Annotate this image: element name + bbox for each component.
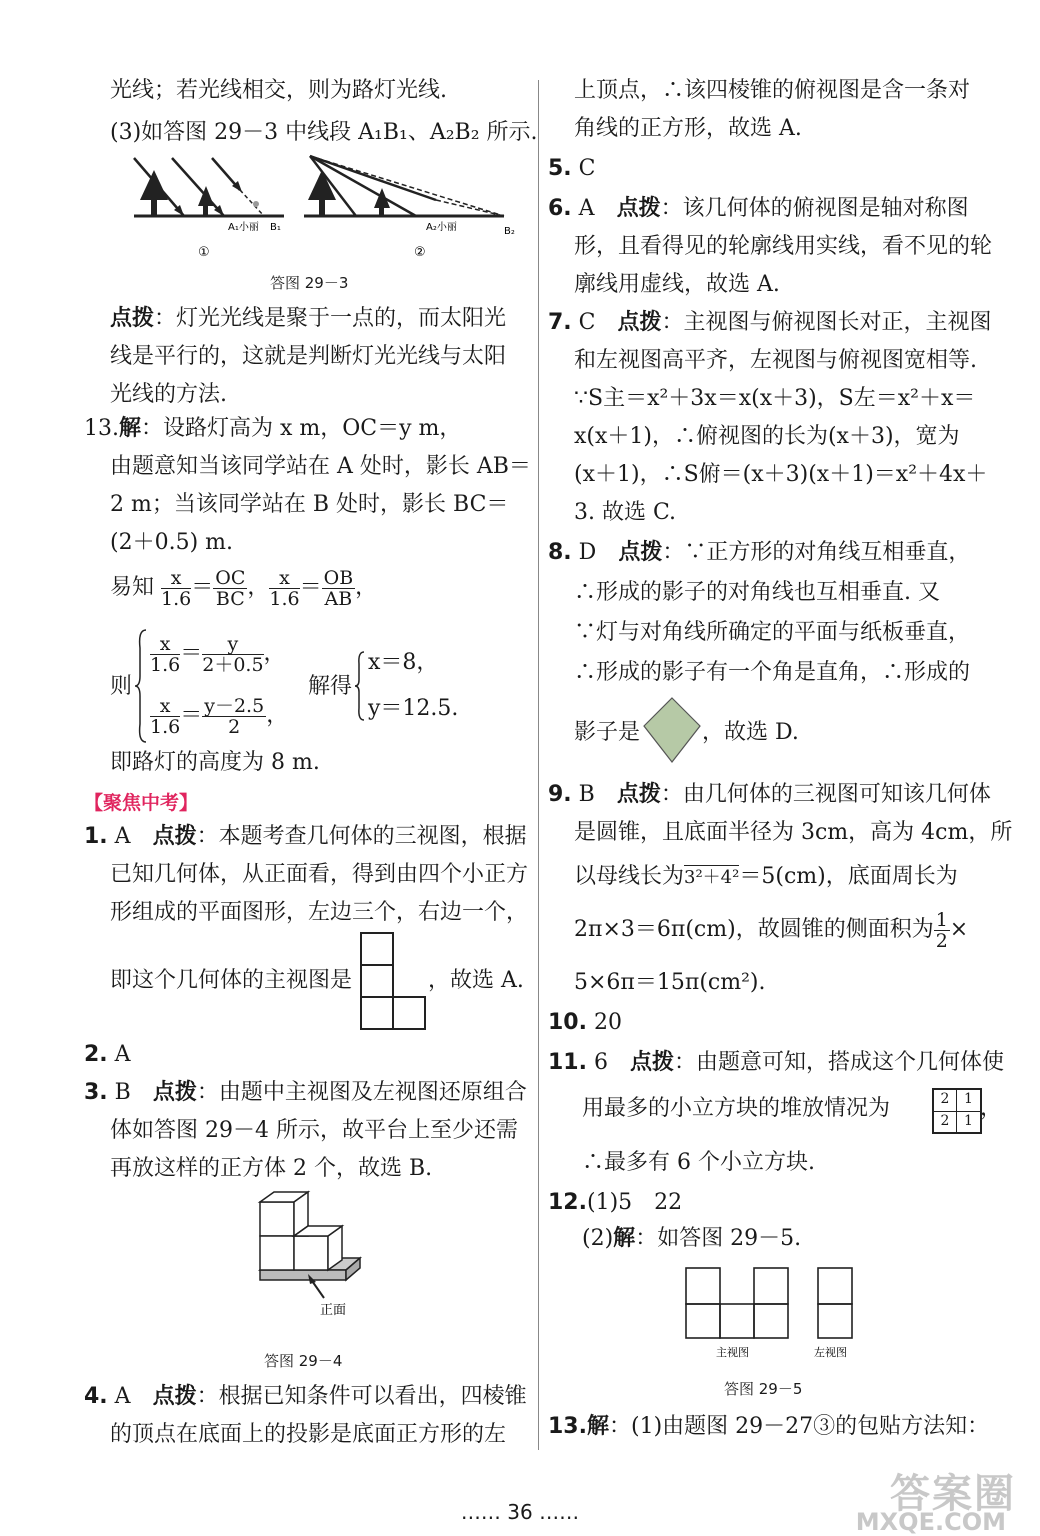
answer-13: 13.解：(1)由题图 29－27③的包贴方法知： bbox=[548, 1414, 990, 1439]
answer-5: 5. C bbox=[548, 156, 596, 181]
equation-line: $\frac{x}{1.6}$ ＝ $\frac{y-2.5}{2}$ ， bbox=[150, 694, 289, 738]
main-view-label: 主视图 bbox=[716, 1346, 749, 1359]
text-line: ∵灯与对角线所确定的平面与纸板垂直， bbox=[574, 620, 971, 645]
answer-3: 3. B 点拨：由题中主视图及左视图还原组合 bbox=[84, 1080, 527, 1105]
tip-label: 点拨 bbox=[110, 306, 155, 331]
answer-7: 7. C 点拨：主视图与俯视图长对正，主视图 bbox=[548, 310, 992, 335]
question-number: 13. bbox=[84, 416, 119, 441]
answer-9: 9. B 点拨：由几何体的三视图可知该几何体 bbox=[548, 782, 991, 807]
fraction: $\frac{1}{2}$ bbox=[935, 908, 948, 952]
fraction: $\frac{OB}{AB}$ bbox=[323, 566, 354, 610]
equation-line: $\frac{x}{1.6}$ ＝ $\frac{y}{2+0.5}$ ， bbox=[150, 632, 286, 676]
answer-8: 8. D 点拨：∵正方形的对角线互相垂直， bbox=[548, 540, 971, 565]
text-line: ，故选 D. bbox=[702, 720, 799, 745]
answer-10: 10. 20 bbox=[548, 1010, 622, 1035]
answer-12: 12.(1)5 22 bbox=[548, 1190, 683, 1215]
text-line: 的顶点在底面上的投影是底面正方形的左 bbox=[110, 1422, 507, 1447]
text-line: 形，且看得见的轮廓线用实线，看不见的轮 bbox=[574, 234, 993, 259]
answer-2: 2. A bbox=[84, 1042, 131, 1067]
text-line: 是圆锥，且底面半径为 3cm，高为 4cm，所 bbox=[574, 820, 1013, 845]
watermark-logo: 答案圈 bbox=[890, 1471, 1016, 1517]
text-line: 2π×3＝6π(cm)，故圆锥的侧面积为 $\frac{1}{2}$ × bbox=[574, 908, 969, 952]
text-line: 3. 故选 C. bbox=[574, 500, 677, 525]
section-tag: 【聚焦中考】 bbox=[84, 792, 199, 814]
figure-29-3 bbox=[124, 150, 544, 262]
text-line: 廓线用虚线，故选 A. bbox=[574, 272, 780, 297]
fraction: $\frac{x}{1.6}$ bbox=[161, 566, 192, 610]
grid-cell: 2 bbox=[934, 1112, 957, 1133]
figure-caption: 答图 29－3 bbox=[270, 274, 349, 292]
fraction: $\frac{OC}{BC}$ bbox=[215, 566, 246, 610]
text-line: (x＋1)，∴S俯＝(x＋3)(x＋1)＝x²＋4x＋ bbox=[574, 462, 988, 487]
question-13 bbox=[84, 414, 461, 444]
figure-caption: 答图 29－4 bbox=[264, 1352, 343, 1370]
answer-4: 4. A 点拨：根据已知条件可以看出，四棱锥 bbox=[84, 1384, 527, 1409]
diamond-shadow-icon bbox=[642, 696, 702, 764]
solution-y: y＝12.5. bbox=[368, 696, 459, 721]
text-line: 和左视图高平齐，左视图与俯视图宽相等. bbox=[574, 348, 977, 373]
label-b1: B₁ bbox=[270, 222, 281, 233]
page-number: …… 36 …… bbox=[460, 1500, 580, 1524]
ze-label: 则 bbox=[110, 674, 133, 699]
label-a2: A₂小丽 bbox=[426, 222, 457, 233]
text-line: 光线；若光线相交，则为路灯光线. bbox=[110, 78, 447, 103]
text-line: ， bbox=[980, 1096, 1003, 1121]
subfig-1: ① bbox=[198, 245, 210, 260]
text-line: 2 m；当该同学站在 B 处时，影长 BC＝ bbox=[110, 492, 509, 517]
text-line: 光线的方法. bbox=[110, 382, 227, 407]
text-line: 再放这样的正方体 2 个，故选 B. bbox=[110, 1156, 433, 1181]
ratio-equations: 易知 $\frac{x}{1.6}$ ＝ $\frac{OC}{BC}$ ， $\frac{x}{1.6}$ ＝ $\frac{OB}{AB}$ ， bbox=[110, 566, 378, 610]
grid-cell: 1 bbox=[957, 1090, 980, 1112]
text-line: 即这个几何体的主视图是 bbox=[110, 968, 353, 993]
grid-cell: 2 bbox=[934, 1090, 957, 1112]
stack-grid bbox=[932, 1088, 982, 1134]
tip-text: ：灯光光线是聚于一点的，而太阳光 bbox=[154, 306, 507, 331]
sqrt-expression: 3²＋4² bbox=[684, 867, 740, 888]
tip-line bbox=[110, 304, 506, 334]
fraction: $\frac{x}{1.6}$ bbox=[269, 566, 300, 610]
text-line: (2＋0.5) m. bbox=[110, 530, 233, 555]
watermark-url: MXQE.COM bbox=[855, 1508, 1006, 1536]
subfig-2: ② bbox=[414, 245, 426, 260]
column-divider bbox=[538, 80, 539, 1450]
jiede-label: 解得 bbox=[308, 674, 353, 699]
text-line: 线是平行的，这就是判断灯光光线与太阳 bbox=[110, 344, 507, 369]
figure-caption: 答图 29－5 bbox=[724, 1380, 803, 1398]
front-label: 正面 bbox=[320, 1303, 347, 1318]
text-line: ，故选 A. bbox=[428, 968, 524, 993]
left-view-label: 左视图 bbox=[814, 1346, 847, 1359]
text-line: 用最多的小立方块的堆放情况为 bbox=[582, 1096, 891, 1121]
grid-cell: 1 bbox=[964, 1112, 973, 1129]
text-line: (2)解：如答图 29－5. bbox=[582, 1226, 802, 1251]
answer-11: 11. 6 点拨：由题意可知，搭成这个几何体使 bbox=[548, 1050, 1005, 1075]
yizhi-label: 易知 bbox=[110, 575, 155, 600]
text-line: 上顶点，∴该四棱锥的俯视图是含一条对 bbox=[574, 78, 971, 103]
figure-29-4 bbox=[250, 1188, 390, 1318]
text-line: 形组成的平面图形，左边三个，右边一个， bbox=[110, 900, 529, 925]
text-line: 由题意知当该同学站在 A 处时，影长 AB＝ bbox=[110, 454, 531, 479]
jie-label: 解 bbox=[119, 416, 142, 441]
label-a1: A₁小丽 bbox=[228, 222, 259, 233]
text-line: 影子是 bbox=[574, 720, 641, 745]
text-line: 5×6π＝15π(cm²). bbox=[574, 970, 766, 995]
text-line: ∴最多有 6 个小立方块. bbox=[582, 1150, 815, 1175]
text-line: 体如答图 29－4 所示，故平台上至少还需 bbox=[110, 1118, 518, 1143]
text-line: ∴形成的影子的对角线也互相垂直. 又 bbox=[574, 580, 940, 605]
label-b2: B₂ bbox=[504, 226, 515, 237]
solution-x: x＝8， bbox=[368, 650, 439, 675]
text-line: 以母线长为3²＋4²＝5(cm)，底面周长为 bbox=[574, 864, 958, 889]
front-view-figure bbox=[360, 932, 430, 1030]
text-line: 已知几何体，从正面看，得到由四个小正方 bbox=[110, 862, 529, 887]
text-line: 即路灯的高度为 8 m. bbox=[110, 750, 320, 775]
figure-29-5 bbox=[684, 1264, 864, 1364]
text-line: ∵S主＝x²＋3x＝x(x＋3)，S左＝x²＋x＝ bbox=[574, 386, 976, 411]
answer-1: 1. A 点拨：本题考查几何体的三视图，根据 bbox=[84, 824, 527, 849]
equation-system bbox=[110, 628, 530, 744]
answer-6: 6. A 点拨：该几何体的俯视图是轴对称图 bbox=[548, 196, 969, 221]
q13-text: ：设路灯高为 x m，OC＝y m， bbox=[141, 416, 462, 441]
text-line: x(x＋1)，∴俯视图的长为(x＋3)，宽为 bbox=[574, 424, 960, 449]
text-line: (3)如答图 29－3 中线段 A₁B₁、A₂B₂ 所示. bbox=[110, 120, 538, 145]
text-line: 角线的正方形，故选 A. bbox=[574, 116, 802, 141]
text-line: ∴形成的影子有一个角是直角，∴形成的 bbox=[574, 660, 971, 685]
